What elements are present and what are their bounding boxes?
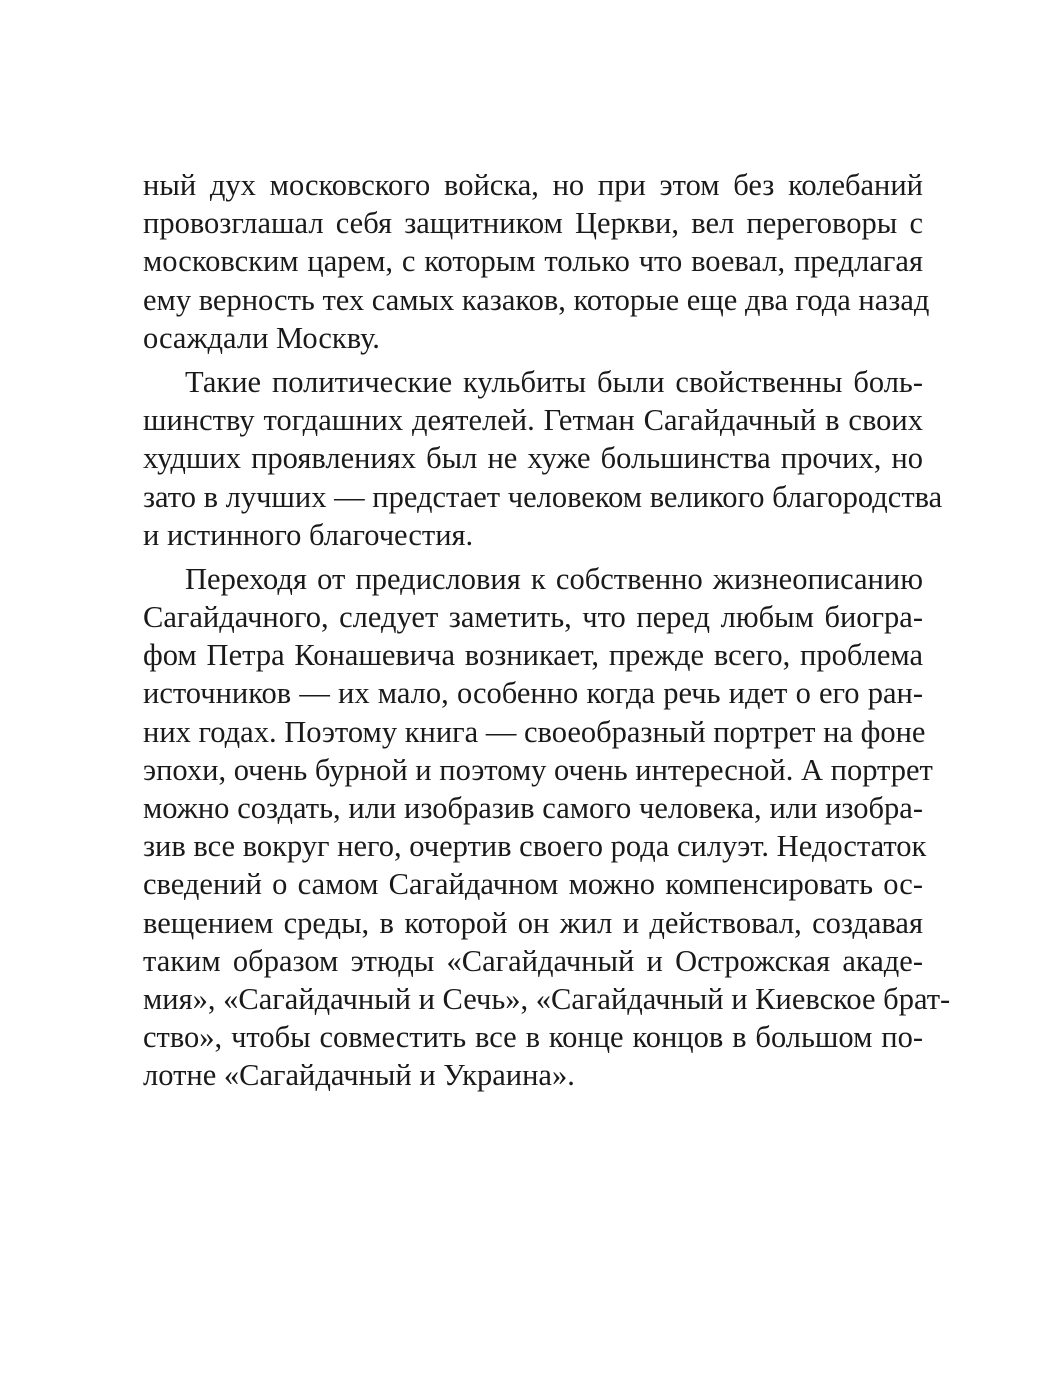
- text-line: ему верность тех самых казаков, которые еще два года назад: [143, 282, 930, 317]
- paragraph-1: [143, 166, 930, 357]
- text-line: ство», чтобы совместить все в конце концов в большом по-: [143, 1020, 923, 1055]
- text-line: можно создать, или изобразив самого человека, или изобра-: [143, 791, 923, 825]
- text-line: лотне «Сагайдачный и Украина».: [143, 1058, 575, 1093]
- text-line: фом Петра Конашевича возникает, прежде всего, проблема: [143, 638, 923, 673]
- paragraph-2: [143, 363, 943, 554]
- text-line: источников — их мало, особенно когда речь идет о его ран-: [143, 676, 923, 711]
- text-line: таким образом этюды «Сагайдачный и Острожская акаде-: [143, 943, 923, 978]
- text-line: сведений о самом Сагайдачном можно компенсировать ос-: [143, 867, 923, 902]
- text-line: зив все вокруг него, очертив своего рода силуэт. Недостаток: [143, 829, 927, 864]
- text-line: худших проявлениях был не хуже большинства прочих, но: [143, 441, 923, 476]
- text-line: вещением среды, в которой он жил и действовал, создавая: [143, 905, 923, 940]
- text-line: мия», «Сагайдачный и Сечь», «Сагайдачный и Киевское брат-: [143, 981, 951, 1016]
- text-line: шинству тогдашних деятелей. Гетман Сагайдачный в своих: [143, 403, 923, 438]
- text-line: зато в лучших — предстает человеком великого благородства: [143, 479, 943, 514]
- text-line: и истинного благочестия.: [143, 517, 474, 552]
- text-line: них годах. Поэтому книга — своеобразный портрет на фоне: [143, 714, 926, 749]
- text-line: московским царем, с которым только что воевал, предлагая: [143, 244, 923, 279]
- text-line: Переходя от предисловия к собственно жизнеописанию: [185, 561, 923, 596]
- text-line: осаждали Москву.: [143, 320, 380, 355]
- body-text: [143, 166, 951, 1095]
- text-line: эпохи, очень бурной и поэтому очень интересной. А портрет: [143, 752, 933, 787]
- text-line: Сагайдачного, следует заметить, что перед любым биогра-: [143, 600, 923, 635]
- text-line: Такие политические кульбиты были свойственны боль-: [185, 364, 923, 399]
- paragraph-3: [143, 560, 951, 1095]
- text-line: провозглашал себя защитником Церкви, вел переговоры с: [143, 206, 923, 241]
- text-line: ный дух московского войска, но при этом без колебаний: [143, 168, 923, 202]
